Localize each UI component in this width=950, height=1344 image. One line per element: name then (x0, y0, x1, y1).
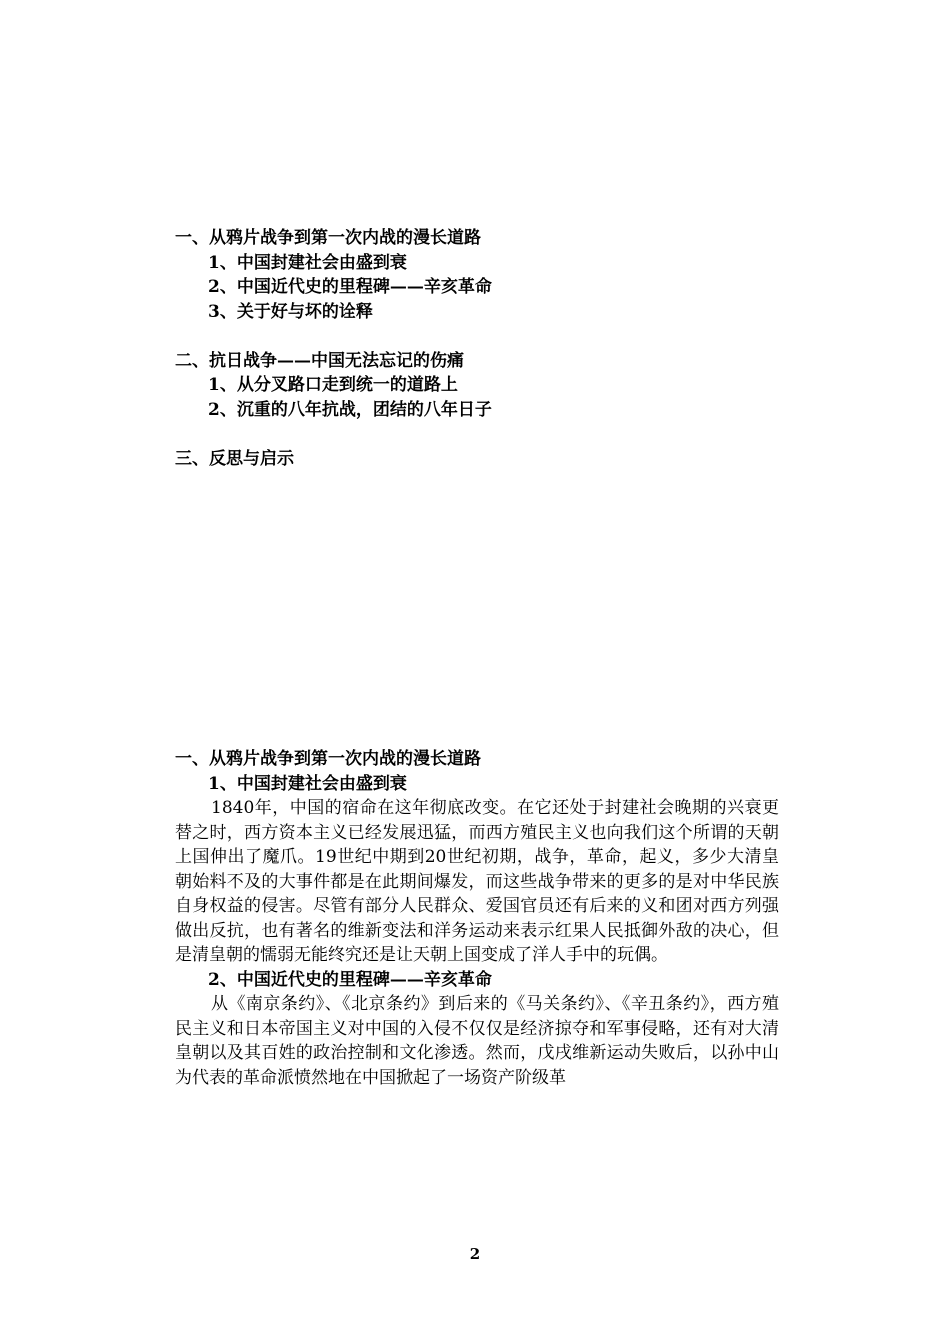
toc-spacer (175, 324, 795, 349)
toc-item: 2、沉重的八年抗战，团结的八年日子 (208, 399, 492, 420)
table-of-contents (175, 226, 795, 471)
subsection-2-title: 2、中国近代史的里程碑——辛亥革命 (208, 969, 492, 990)
toc-spacer (175, 422, 795, 447)
toc-section-1-title: 一、从鸦片战争到第一次内战的漫长道路 (175, 228, 481, 248)
subsection-1-title: 1、中国封建社会由盛到衰 (208, 773, 407, 794)
toc-item: 2、中国近代史的里程碑——辛亥革命 (208, 277, 492, 297)
toc-item: 1、中国封建社会由盛到衰 (208, 252, 407, 273)
toc-item: 1、从分叉路口走到统一的道路上 (208, 375, 458, 395)
page-number: 2 (469, 1245, 481, 1263)
toc-section-2-title: 二、抗日战争——中国无法忘记的伤痛 (175, 350, 464, 371)
toc-item: 3、关于好与坏的诠释 (208, 301, 373, 322)
paragraph-2: 从《南京条约》、《北京条约》到后来的《马关条约》、《辛丑条约》，西方殖民主义和日本帝国主义对中国的入侵不仅仅是经济掠夺和军事侵略，还有对大清皇朝以及其百姓的政治控制和文化渗透。然而，戊戌维新运动失败后，以孙中山为代表的革命派愤然地在中国掀起了一场资产阶级革 (175, 994, 779, 1088)
chapter-title: 一、从鸦片战争到第一次内战的漫长道路 (175, 749, 481, 769)
paragraph-1: 1840年，中国的宿命在这年彻底改变。在它还处于封建社会晚期的兴衰更替之时，西方资本主义已经发展迅猛，而西方殖民主义也向我们这个所谓的天朝上国伸出了魔爪。19世纪中期到20世纪初期，战争，革命，起义，多少大清皇朝始料不及的大事件都是在此期间爆发，而这些战争带来的更多的是对中华民族自身权益的侵害。尽管有部分人民群众、爱国官员还有后来的义和团对西方列强做出反抗，也有著名的维新变法和洋务运动来表示红果人民抵御外敌的决心，但是清皇朝的懦弱无能终究还是让天朝上国变成了洋人手中的玩偶。 (175, 798, 779, 965)
toc-section-3-title: 三、反思与启示 (175, 448, 294, 469)
document-body (175, 747, 779, 1090)
